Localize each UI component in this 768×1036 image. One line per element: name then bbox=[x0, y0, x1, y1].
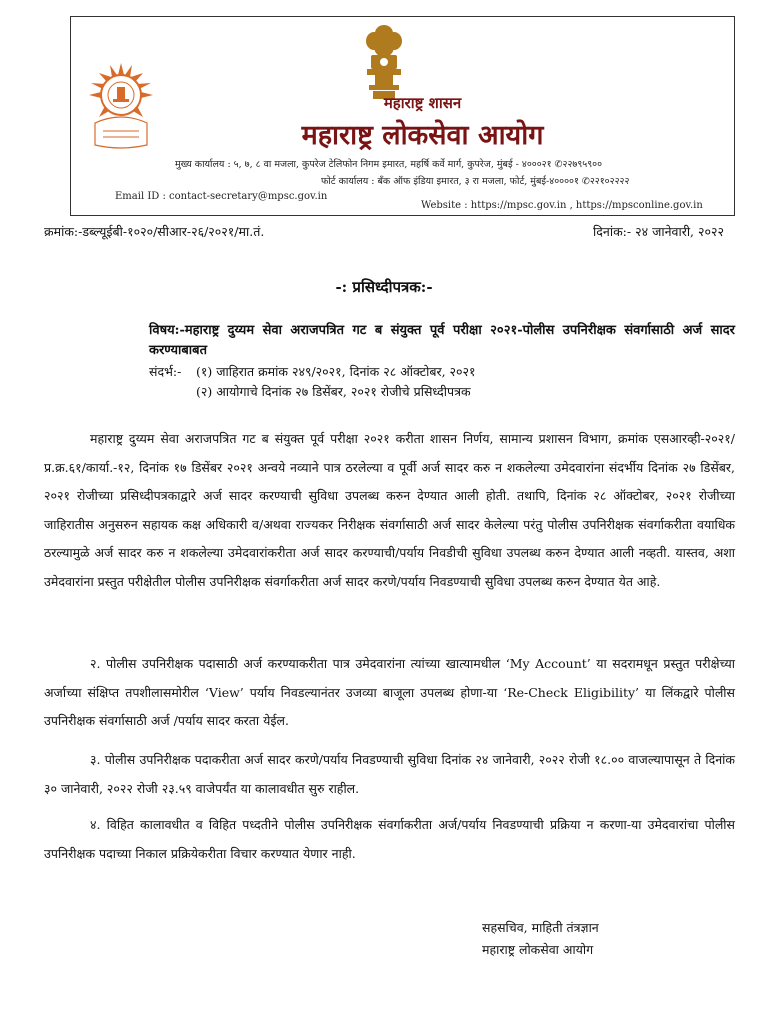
email-line: Email ID : contact-secretary@mpsc.gov.in bbox=[115, 191, 328, 202]
subject-line: विषय:-महाराष्ट्र दुय्यम सेवा अराजपत्रित गट ब संयुक्त पूर्व परीक्षा २०२१-पोलीस उपनिरीक्षक संवर्गासाठी अर्ज सादर करण्याबाबत bbox=[149, 323, 735, 358]
references-label: संदर्भ:- bbox=[149, 364, 182, 379]
body-paragraph: ३. पोलीस उपनिरीक्षक पदाकरीता अर्ज सादर करणे/पर्याय निवडण्याची सुविधा दिनांक २४ जानेवारी, २०२२ रोजी १८.०० वाजल्यापासून ते दिनांक ३० जानेवारी, २०२२ रोजी २३.५९ वाजेपर्यंत या कालावधीत सुरु राहील. bbox=[44, 752, 735, 796]
signatory-organization: महाराष्ट्र लोकसेवा आयोग bbox=[482, 942, 594, 957]
reference-item: (२) आयोगाचे दिनांक २७ डिसेंबर, २०२१ रोजीचे प्रसिध्दीपत्रक bbox=[196, 384, 471, 399]
letterhead bbox=[70, 16, 735, 216]
fort-office-address: फोर्ट कार्यालय : बँक ऑफ इंडिया इमारत, ३ रा मजला, फोर्ट, मुंबई-४००००१ ✆२२१०२२२२ bbox=[321, 176, 630, 187]
body-paragraph: २. पोलीस उपनिरीक्षक पदासाठी अर्ज करण्याकरीता पात्र उमेदवारांना त्यांच्या खात्यामधील ‘My Account’ या सदरामधून प्रस्तुत परीक्षेच्या अर्जाच्या संक्षिप्त तपशीलासमोरील ‘View’ पर्याय निवडल्यानंतर उजव्या बाजूला उपलब्ध होणा-या ‘Re-Check Eligibility’ या लिंकद्वारे पोलीस उपनिरीक्षक संवर्गासाठी अर्ज /पर्याय सादर करता येईल. bbox=[44, 656, 735, 728]
organization-name: महाराष्ट्र लोकसेवा आयोग bbox=[301, 120, 544, 151]
page-title: -: प्रसिध्दीपत्रक:- bbox=[335, 278, 433, 296]
reference-number: क्रमांक:-डब्ल्यूईबी-१०२०/सीआर-२६/२०२१/मा.तं. bbox=[44, 224, 265, 239]
body-paragraph: ४. विहित कालावधीत व विहित पध्दतीने पोलीस उपनिरीक्षक संवर्गाकरीता अर्ज/पर्याय निवडण्याची प्रक्रिया न करणा-या उमेदवारांचा पोलीस उपनिरीक्षक पदाच्या निकाल प्रक्रियेकरीता विचार करण्यात येणार नाही. bbox=[44, 817, 735, 861]
state-emblem-icon bbox=[357, 21, 411, 103]
main-office-address: मुख्य कार्यालय : ५, ७, ८ वा मजला, कुपरेज टेलिफोन निगम इमारत, महर्षि कर्वे मार्ग, कुपरेज, मुंबई - ४०००२१ ✆२२७९५९०० bbox=[175, 159, 603, 170]
signatory-designation: सहसचिव, माहिती तंत्रज्ञान bbox=[482, 920, 599, 935]
document-date: दिनांक:- २४ जानेवारी, २०२२ bbox=[593, 224, 724, 239]
body-paragraph: महाराष्ट्र दुय्यम सेवा अराजपत्रित गट ब संयुक्त पूर्व परीक्षा २०२१ करीता शासन निर्णय, सामान्य प्रशासन विभाग, क्रमांक एसआरव्ही-२०२१/प्र.क्र.६१/कार्या.-१२, दिनांक १७ डिसेंबर २०२१ अन्वये नव्याने पात्र ठरलेल्या व पूर्वी अर्ज सादर करु न शकलेल्या उमेदवारांना संदर्भीय दिनांक २७ डिसेंबर, २०२१ रोजीच्या प्रसिध्दीपत्रकाद्वारे अर्ज सादर करण्याची सुविधा उपलब्ध करुन देण्यात आली होती. तथापि, दिनांक २८ ऑक्टोबर, २०२१ रोजीच्या जाहिरातीस अनुसरुन सहायक कक्ष अधिकारी व/अथवा राज्यकर निरीक्षक संवर्गासाठी अर्ज सादर केलेल्या परंतु पोलीस उपनिरीक्षक संवर्गाकरीता वयाधिक ठरल्यामुळे अर्ज सादर करु न शकलेल्या उमेदवारांकरीता अर्ज सादर करण्याची/पर्याय निवडीची सुविधा उपलब्ध करुन देण्यात आली नव्हती. यास्तव, अशा उमेदवारांना प्रस्तुत परीक्षेतील पोलीस उपनिरीक्षक संवर्गाकरीता अर्ज सादर करणे/पर्याय निवडण्याची सुविधा उपलब्ध करुन देण्यात येत आहे. bbox=[44, 431, 735, 589]
reference-item: (१) जाहिरात क्रमांक २४९/२०२१, दिनांक २८ ऑक्टोबर, २०२१ bbox=[196, 364, 476, 379]
signature-block bbox=[482, 917, 599, 961]
government-name: महाराष्ट्र शासन bbox=[383, 94, 462, 112]
website-line: Website : https://mpsc.gov.in , https://mpsconline.gov.in bbox=[421, 200, 703, 211]
